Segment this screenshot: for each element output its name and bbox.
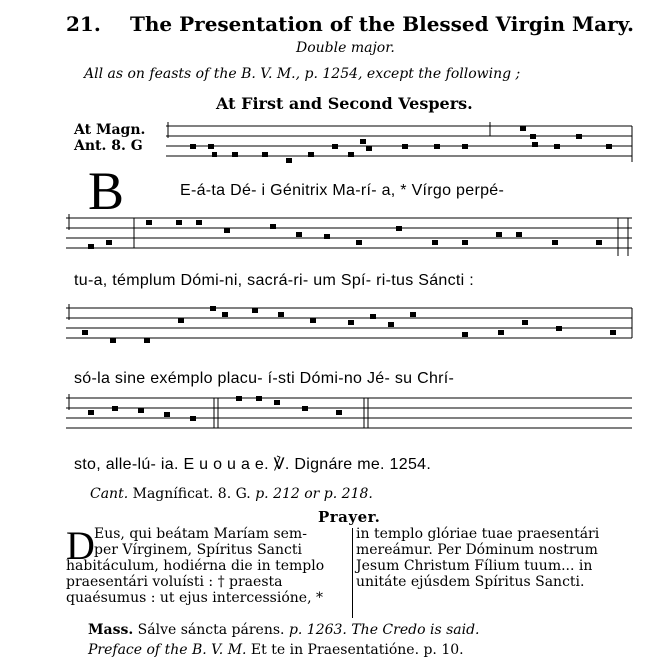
rubric-line: All as on feasts of the B. V. M., p. 1254, except the following ; [84,66,521,82]
canticle-line [90,486,373,502]
vespers-heading: At First and Second Vespers. [216,94,473,113]
prayer-right-column [356,526,638,590]
column-divider [352,528,353,618]
prayer-heading: Prayer. [318,508,381,526]
prayer-left-line-2: per Vírginem, Spíritus Sancti [94,542,302,558]
prayer-left-line-5: quaésumus : ut ejus intercessióne, * [66,590,323,606]
feast-rank: Double major. [296,40,395,56]
initial-letter-b: B [88,161,125,221]
prayer-left-column [66,523,348,606]
preface-line [88,642,464,658]
lyric-line-3: só-la sine exémplo placu- í-sti Dómi-no Jé- su Chrí- [74,370,455,387]
prayer-right-line-4: unitáte ejúsdem Spíritus Sancti. [356,574,585,590]
prayer-left-line-1: Eus, qui beátam Maríam sem- [94,526,307,542]
prayer-initial: D [66,523,95,568]
mass-credo: The Credo is said. [346,622,480,638]
mass-label: Mass. [88,622,134,638]
preface-text: Et te in Praesentatióne. p. 10. [246,642,464,658]
staff-4 [66,392,634,440]
mass-line [88,622,480,638]
lyric-line-2: tu-a, témplum Dómi-ni, sacrá-ri- um Spí- ri-tus Sáncti : [74,272,474,289]
mass-text: Sálve sáncta párens. [133,622,289,638]
canticle-text: Magníficat. 8. G. [128,486,256,502]
antiphon-label-2: Ant. 8. G [74,138,143,154]
prayer-right-line-2: mereámur. Per Dóminum nostrum [356,542,598,558]
lyric-line-1: E-á-ta Dé- i Génitrix Ma-rí- a, * Vírgo perpé- [180,182,505,199]
prayer-right-line-1: in templo glóriae tuae praesentári [356,526,600,542]
prayer-right-line-3: Jesum Christum Fílium tuum... in [356,558,593,574]
staff-2 [66,212,634,260]
canticle-label: Cant. [90,486,129,502]
staff-3 [66,302,634,350]
feast-title: The Presentation of the Blessed Virgin Mary. [130,12,634,36]
lyric-line-4: sto, alle-lú- ia. E u o u a e. ℣. Dignáre me. 1254. [74,456,432,473]
antiphon-label-1: At Magn. [74,122,146,138]
feast-number: 21. [66,12,101,36]
prayer-left-line-3: habitáculum, hodiérna die in templo [66,558,325,574]
staff-1 [166,122,634,166]
mass-ref: p. 1263. [288,622,347,638]
canticle-ref: p. 212 or p. 218. [255,486,373,502]
prayer-left-line-4: praesentári voluísti : † praesta [66,574,283,590]
preface-label: Preface of the B. V. M. [88,642,247,658]
